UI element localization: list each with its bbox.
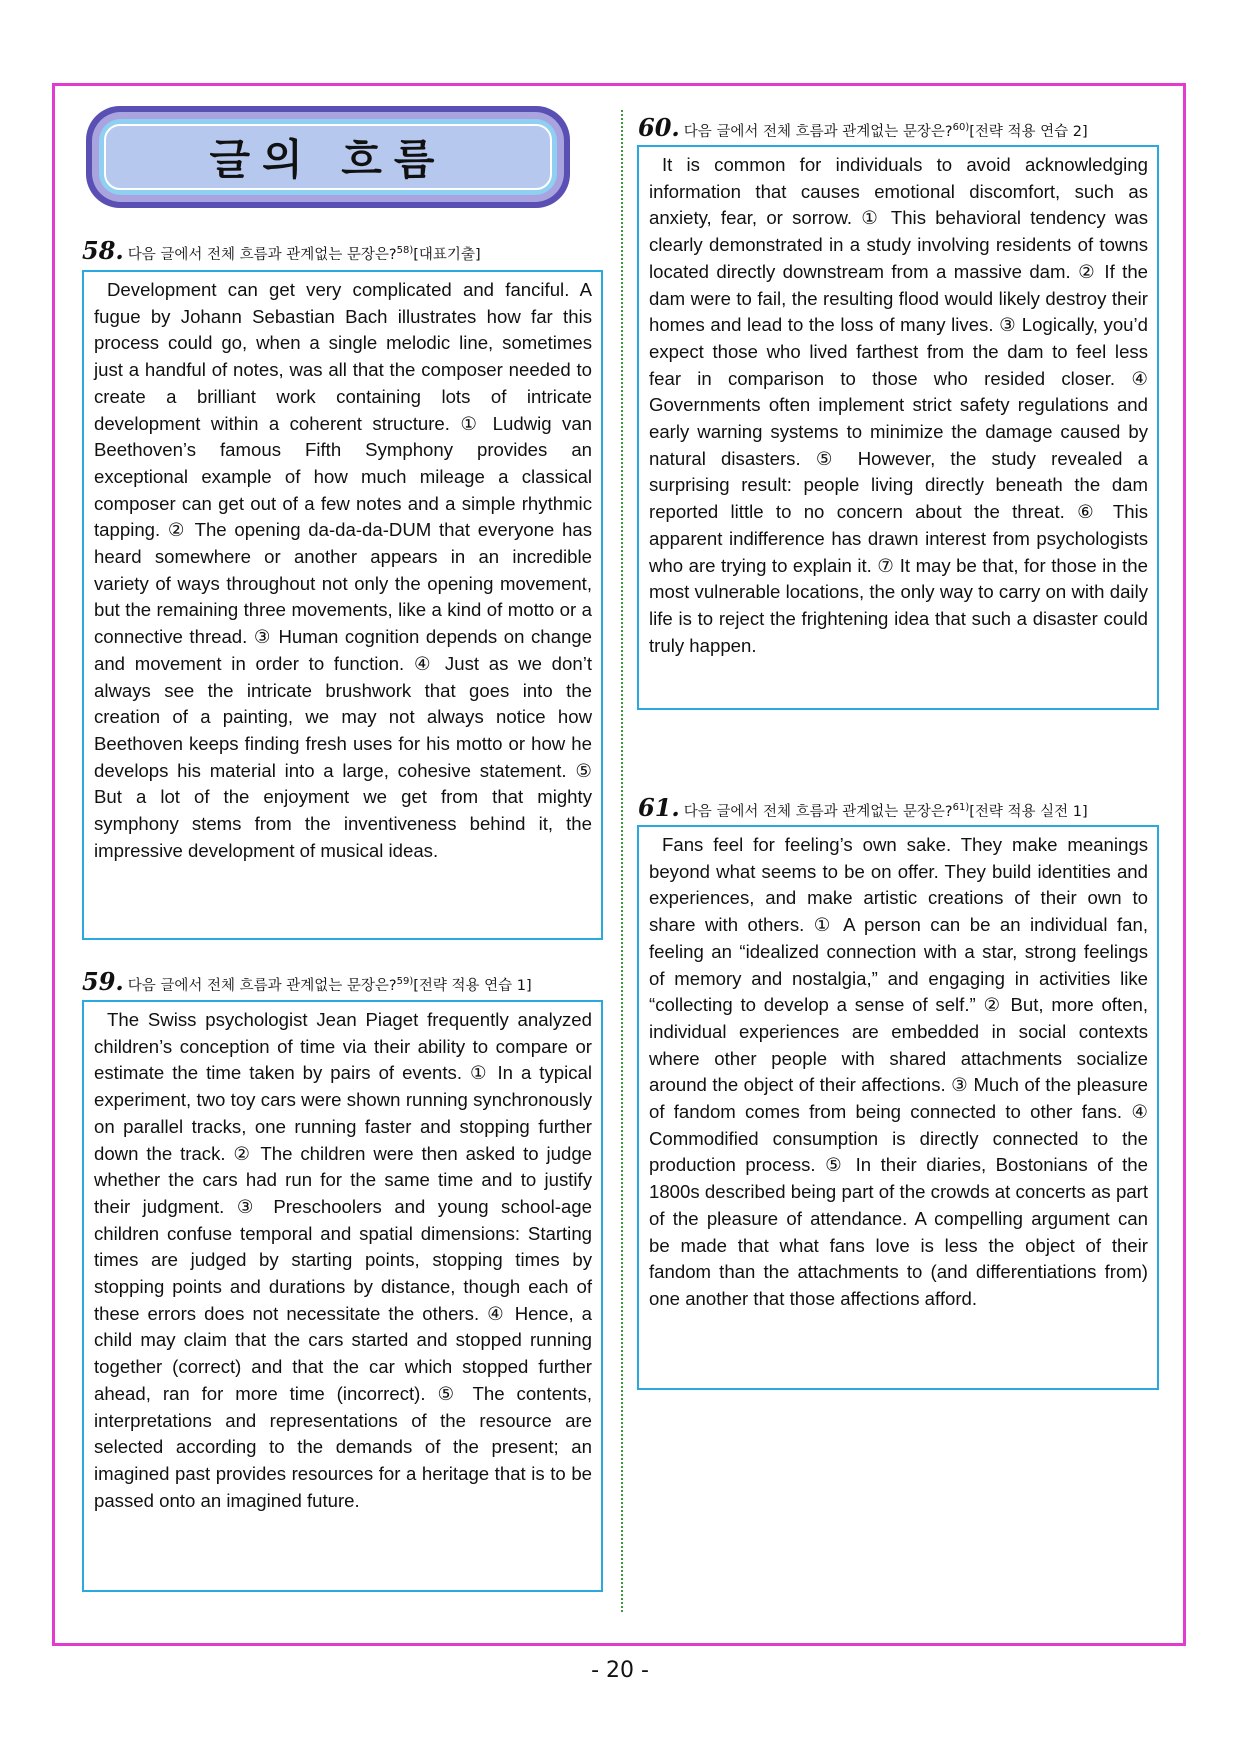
question-prompt: 다음 글에서 전체 흐름과 관계없는 문장은?: [683, 804, 953, 820]
question-number: 58.: [82, 236, 124, 265]
question-tag: [전략 적용 실전 1]: [969, 804, 1088, 820]
question-prompt: 다음 글에서 전체 흐름과 관계없는 문장은?: [683, 124, 953, 140]
passage-box-58: [82, 270, 603, 940]
page-title: 글의 흐름: [209, 135, 447, 184]
question-header-58: [82, 236, 481, 265]
passage-text: The Swiss psychologist Jean Piaget frequently analyzed children’s conception of time via their ability to compare or estimate the time taken by pairs of events. ① In a typical experiment, two toy cars were shown running synchronously on parallel tracks, one running faster and stopping further down the track. ② The children were then asked to judge whether the cars had run for the same time and to justify their judgment. ③ Preschoolers and young school-age children confuse temporal and spatial dimensions: Starting times are judged by starting points, stopping times by stopping points and durations by distance, though each of these errors does not necessitate the others. ④ Hence, a child may claim that the cars started and stopped running together (correct) and that the car which stopped further ahead, ran for more time (incorrect). ⑤ The contents, interpretations and representations of the resource are selected according to the demands of the present; an imagined past provides resources for a heritage that is to be passed onto an imagined future.: [94, 1009, 592, 1511]
question-header-59: [82, 967, 532, 996]
question-tag: [대표기출]: [413, 247, 481, 263]
passage-box-60: [637, 145, 1159, 710]
page-number: - 20 -: [591, 1658, 649, 1683]
passage-box-61: [637, 825, 1159, 1390]
question-header-60: [638, 113, 1088, 142]
question-tag: [전략 적용 연습 1]: [413, 978, 532, 994]
question-number: 59.: [82, 967, 124, 996]
title-banner: [86, 106, 570, 208]
footnote-ref: 60): [952, 122, 970, 134]
passage-text: Fans feel for feeling’s own sake. They make meanings beyond what seems to be on offer. They build identities and experiences, and make artistic creations of their own to share with others. ① A person can be an individual fan, feeling an “idealized connection with a star, strong feelings of memory and nostalgia,” and engaging in activities like “collecting to develop a sense of self.” ② But, more often, individual experiences are embedded in social contexts where other people with shared attachments socialize around the object of their affections. ③ Much of the pleasure of fandom comes from being connected to other fans. ④ Commodified consumption is directly connected to the production process. ⑤ In their diaries, Bostonians of the 1800s described being part of the crowds at concerts as part of the pleasure of attendance. A compelling argument can be made that what fans love is less the object of their fandom than the attachments to (and differentiations from) one another that those affections afford.: [649, 834, 1148, 1309]
footnote-ref: 61): [952, 802, 970, 814]
question-header-61: [638, 793, 1088, 822]
question-prompt: 다음 글에서 전체 흐름과 관계없는 문장은?: [127, 247, 397, 263]
question-number: 60.: [638, 113, 680, 142]
column-divider: [621, 110, 623, 1612]
question-tag: [전략 적용 연습 2]: [969, 124, 1088, 140]
passage-box-59: [82, 1000, 603, 1592]
footnote-ref: 58): [396, 245, 414, 257]
footnote-ref: 59): [396, 976, 414, 988]
passage-text: It is common for individuals to avoid acknowledging information that causes emotional discomfort, such as anxiety, fear, or sorrow. ① This behavioral tendency was clearly demonstrated in a study involving residents of towns located directly downstream from a massive dam. ② If the dam were to fail, the resulting flood would likely destroy their homes and lead to the loss of many lives. ③ Logically, you’d expect those who lived farthest from the dam to feel less fear in comparison to those who resided closer. ④ Governments often implement strict safety regulations and early warning systems to minimize the damage caused by natural disasters. ⑤ However, the study revealed a surprising result: people living directly beneath the dam reported little to no concern about the threat. ⑥ This apparent indifference has drawn interest from psychologists who are trying to explain it. ⑦ It may be that, for those in the most vulnerable locations, the only way to carry on with daily life is to reject the frightening idea that such a disaster could truly happen.: [649, 154, 1148, 656]
question-prompt: 다음 글에서 전체 흐름과 관계없는 문장은?: [127, 978, 397, 994]
question-number: 61.: [638, 793, 680, 822]
passage-text: Development can get very complicated and fanciful. A fugue by Johann Sebastian Bach illustrates how far this process could go, when a single melodic line, sometimes just a handful of notes, was all that the composer needed to create a brilliant work containing lots of intricate development within a coherent structure. ① Ludwig van Beethoven’s famous Fifth Symphony provides an exceptional example of how much mileage a classical composer can get out of a few notes and a simple rhythmic tapping. ② The opening da-da-da-DUM that everyone has heard somewhere or another appears in an incredible variety of ways throughout not only the opening movement, but the remaining three movements, like a kind of motto or a connective thread. ③ Human cognition depends on change and movement in order to function. ④ Just as we don’t always see the intricate brushwork that goes into the creation of a painting, we may not always notice how Beethoven keeps finding fresh uses for his motto or how he develops his material into a large, cohesive statement. ⑤ But a lot of the enjoyment we get from that mighty symphony stems from the inventiveness behind it, the impressive development of musical ideas.: [94, 279, 592, 861]
